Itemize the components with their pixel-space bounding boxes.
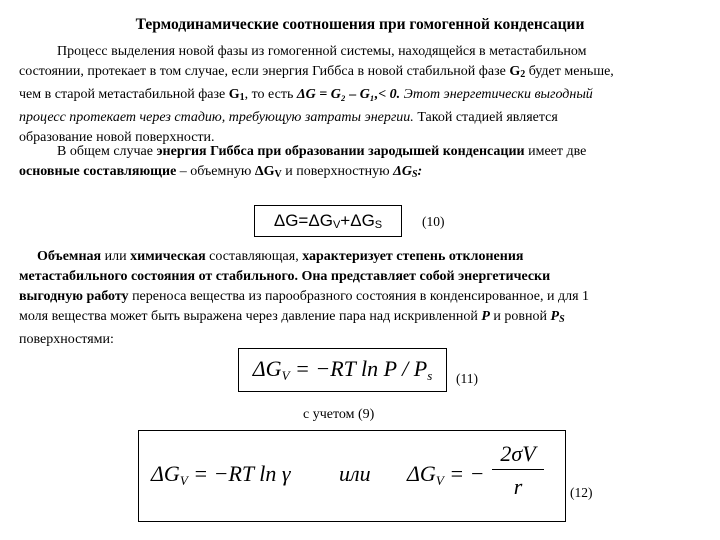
text-line xyxy=(19,85,705,108)
symbol: ΔG xyxy=(254,164,275,179)
text: – объемную xyxy=(176,164,255,179)
symbol: P xyxy=(481,309,490,324)
subscript: V xyxy=(179,473,188,488)
inequality: ΔG = G₂ – G₁,< 0. xyxy=(296,87,401,102)
equation-12-or: или xyxy=(339,461,371,486)
text: основные составляющие xyxy=(19,164,177,179)
equation-11 xyxy=(253,356,433,384)
text: имеет две xyxy=(524,144,587,159)
equation-12-box xyxy=(138,430,566,522)
text: +ΔG xyxy=(340,211,375,230)
text: : xyxy=(417,164,423,179)
text-line xyxy=(19,247,705,267)
text: поверхностями: xyxy=(19,332,114,347)
text-line xyxy=(19,108,705,128)
symbol: G xyxy=(228,87,240,102)
subscript: V xyxy=(435,473,444,488)
text: ΔG xyxy=(252,356,282,381)
subscript: V xyxy=(281,368,290,383)
equation-10-number: (10) xyxy=(422,214,445,229)
text: и ровной xyxy=(489,309,551,324)
subscript: V xyxy=(274,169,282,180)
symbol: G xyxy=(509,64,521,79)
subscript: s xyxy=(427,368,433,383)
text: процесс протекает через стадию, требующую затраты энергии. xyxy=(19,110,414,125)
text-line xyxy=(19,287,705,307)
subscript: S xyxy=(374,219,383,231)
text: = −RT ln γ xyxy=(187,461,291,486)
text: составляющая, xyxy=(205,249,303,264)
text: = − xyxy=(443,461,485,486)
text: ΔG=ΔG xyxy=(273,211,333,230)
text: образование новой поверхности. xyxy=(19,130,215,145)
equation-11-box xyxy=(238,348,447,392)
text-line xyxy=(19,307,705,330)
text: выгодную работу xyxy=(19,289,129,304)
paragraph-components xyxy=(19,142,705,185)
text: или xyxy=(101,249,131,264)
text: химическая xyxy=(130,249,206,264)
text: характеризует степень отклонения xyxy=(302,249,524,264)
text: метастабильного состояния от стабильного. Она представляет собой энергетически xyxy=(19,269,551,284)
text: = −RT ln P / P xyxy=(289,356,428,381)
paragraph-intro xyxy=(19,42,705,148)
text: энергия Гиббса при образовании зародышей конденсации xyxy=(156,144,525,159)
subscript: 1 xyxy=(239,92,245,103)
text: переноса вещества из парообразного состояния в конденсированное, и для 1 xyxy=(128,289,590,304)
text: состоянии, протекает в том случае, если энергия Гиббса в новой стабильной фазе xyxy=(19,64,510,79)
subscript: S xyxy=(559,314,565,325)
symbol: ΔG xyxy=(393,164,412,179)
text-line xyxy=(19,162,705,185)
equation-12-left xyxy=(151,461,291,489)
text-line xyxy=(19,267,705,287)
symbol: P xyxy=(550,309,560,324)
equation-10-box xyxy=(254,205,402,237)
text-line xyxy=(19,142,705,162)
reference-note: с учетом (9) xyxy=(303,407,375,422)
subscript: S xyxy=(411,169,418,180)
subscript: V xyxy=(332,219,341,231)
equation-11-number: (11) xyxy=(456,371,478,386)
text: ΔG xyxy=(151,461,180,486)
paragraph-volume xyxy=(19,247,705,350)
text: будет меньше, xyxy=(525,64,614,79)
text: Такой стадией является xyxy=(413,110,558,125)
text: , то есть xyxy=(244,87,297,102)
text: чем в старой метастабильной фазе xyxy=(19,87,229,102)
text: Этот энергетически выгодный xyxy=(400,87,593,102)
fraction xyxy=(492,441,544,500)
fraction-numerator: 2σV xyxy=(492,441,544,470)
text: Объемная xyxy=(37,249,102,264)
text-line xyxy=(19,330,705,350)
text: Процесс выделения новой фазы из гомогенной системы, находящейся в метастабильном xyxy=(57,44,587,59)
text: и поверхностную xyxy=(281,164,394,179)
text: моля вещества может быть выражена через давление пара над искривленной xyxy=(19,309,482,324)
text: В общем случае xyxy=(57,144,157,159)
text-line xyxy=(19,62,705,85)
equation-12-right xyxy=(407,461,484,489)
page-title: Термодинамические соотношения при гомогенной конденсации xyxy=(135,16,585,33)
equation-12-number: (12) xyxy=(570,485,593,500)
text: ΔG xyxy=(407,461,436,486)
fraction-denominator: r xyxy=(513,474,523,499)
equation-10 xyxy=(274,211,382,231)
text-line xyxy=(19,42,705,62)
subscript: 2 xyxy=(520,69,526,80)
